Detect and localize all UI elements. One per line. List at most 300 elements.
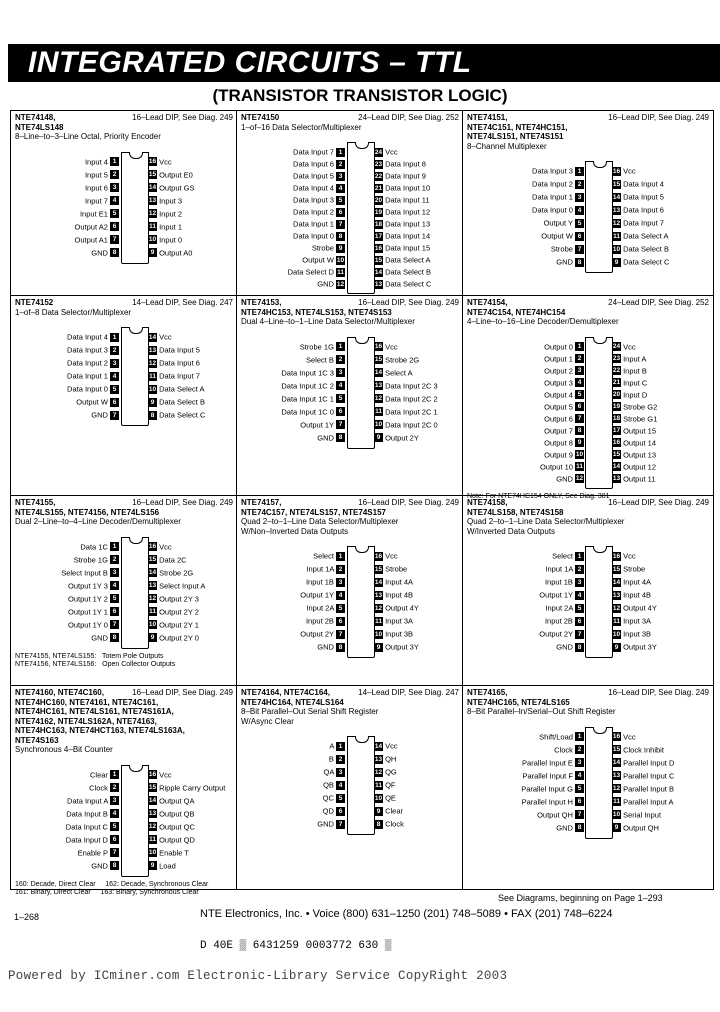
pin-number: 5 (110, 385, 119, 394)
pin-label: Output 3Y (383, 642, 419, 652)
package-info: 16–Lead DIP, See Diag. 249 (358, 498, 459, 507)
pin-right (374, 805, 403, 816)
pin-number: 10 (612, 811, 621, 819)
pin-right (612, 165, 636, 176)
pin-label: Input 4B (383, 590, 414, 600)
ic-cell (463, 496, 713, 686)
pin-number: 10 (612, 630, 621, 638)
dip-package (121, 152, 149, 264)
pin-right (374, 218, 430, 229)
pin-label: Serial Input (621, 810, 662, 820)
pin-left (532, 204, 584, 215)
pin-label: Output QH (537, 810, 575, 820)
pin-number: 15 (612, 180, 621, 188)
pin-label: GND (317, 433, 336, 443)
pin-label: Data Input 2C 2 (383, 394, 438, 404)
pin-number: 10 (374, 630, 383, 638)
pin-number: 5 (336, 196, 345, 205)
pin-label: Input 3B (621, 629, 652, 639)
dip-package (121, 765, 149, 877)
pin-number: 5 (110, 822, 119, 831)
ic-description: Quad 2–to–1–Line Data Selector/Multiplexer (467, 517, 625, 526)
pin-left (91, 247, 119, 258)
pin-number: 10 (374, 794, 383, 802)
pin-left (67, 795, 119, 806)
pin-label: Output 15 (621, 426, 657, 436)
pin-number: 21 (612, 379, 621, 387)
pin-right (374, 766, 397, 777)
pin-label: Input 3A (383, 616, 414, 626)
pin-number: 16 (148, 158, 157, 166)
pin-number: 10 (612, 245, 621, 253)
pin-left (317, 818, 345, 829)
pin-number: 7 (110, 235, 119, 244)
pin-number: 21 (374, 184, 383, 192)
pin-left (67, 331, 119, 342)
pin-label: Vcc (621, 166, 636, 176)
part-number: NTE74S163 (15, 735, 59, 745)
pin-label: QD (322, 806, 336, 816)
pin-left (539, 731, 584, 742)
pin-right (612, 602, 657, 613)
pin-label: Output 9 (544, 450, 575, 460)
pin-label: Data Input 2C 3 (383, 381, 438, 391)
pin-left (302, 254, 345, 265)
dip-package (347, 546, 375, 658)
pin-right (612, 425, 656, 436)
ic-cell (463, 111, 713, 296)
pin-right (148, 769, 172, 780)
pin-label: Clock (554, 745, 575, 755)
pin-number: 11 (576, 463, 583, 471)
pin-label: Data Input 7 (293, 147, 336, 157)
pin-label: GND (556, 474, 575, 484)
pin-label: Output W (76, 397, 110, 407)
pin-label: Output W (302, 255, 336, 265)
pin-number: 11 (613, 617, 620, 625)
pin-label: Select (552, 551, 575, 561)
pin-label: Output 3 (544, 378, 575, 388)
dip-package (347, 142, 375, 294)
company-contact: NTE Electronics, Inc. • Voice (800) 631–1250 (201) 748–5089 • FAX (201) 748–6224 (200, 908, 613, 920)
pin-number: 6 (336, 807, 345, 816)
pin-number: 1 (575, 167, 584, 176)
pin-right (612, 449, 656, 460)
pin-left (293, 218, 345, 229)
pin-right (612, 230, 669, 241)
pin-number: 14 (612, 759, 621, 767)
pin-left (293, 158, 345, 169)
pin-number: 10 (148, 849, 157, 857)
pin-left (544, 401, 584, 412)
pin-right (374, 628, 413, 639)
pin-number: 1 (336, 742, 345, 751)
ic-cell (11, 296, 237, 496)
pin-label: Data Select A (383, 255, 431, 265)
pin-number: 4 (336, 781, 345, 790)
pin-right (374, 550, 398, 561)
ic-header (467, 298, 709, 327)
pin-number: 16 (612, 439, 621, 447)
pin-right (148, 156, 172, 167)
pin-right (148, 396, 205, 407)
pin-left (317, 641, 345, 652)
pin-label: Data Input 6 (621, 205, 664, 215)
pin-number: 11 (375, 617, 382, 625)
pin-left (544, 425, 584, 436)
pin-number: 2 (110, 783, 119, 792)
pin-right (612, 341, 636, 352)
pin-label: Data Select B (621, 244, 669, 254)
pin-number: 6 (575, 232, 584, 241)
pin-right (374, 242, 430, 253)
pin-right (148, 847, 189, 858)
pin-label: Parallel Input E (522, 758, 575, 768)
pin-label: A (329, 741, 336, 751)
pin-right (148, 344, 200, 355)
pin-number: 15 (374, 565, 383, 573)
pin-right (148, 619, 199, 630)
pin-number: 14 (374, 369, 383, 377)
pin-left (556, 256, 584, 267)
pin-label: Output 4 (544, 390, 575, 400)
pin-left (545, 602, 584, 613)
pin-label: Input 3B (383, 629, 414, 639)
pin-number: 5 (336, 604, 345, 613)
pin-number: 19 (374, 208, 383, 216)
pin-left (293, 170, 345, 181)
pin-label: Output 5 (544, 402, 575, 412)
pin-number: 14 (148, 184, 157, 192)
pin-right (612, 550, 636, 561)
pin-number: 16 (374, 552, 383, 560)
part-number: NTE74157, (241, 498, 282, 507)
pin-number: 2 (336, 565, 345, 574)
pin-number: 19 (612, 403, 621, 411)
part-number: NTE74165, (467, 688, 508, 697)
pin-number: 2 (575, 745, 584, 754)
pin-number: 3 (336, 578, 345, 587)
pin-left (76, 396, 119, 407)
pin-right (612, 589, 651, 600)
part-number: NTE74LS148 (15, 122, 64, 132)
pin-left (532, 178, 584, 189)
pin-label: Output 1Y 2 (68, 594, 110, 604)
pin-label: Vcc (157, 542, 172, 552)
pin-left (521, 783, 584, 794)
pin-number: 13 (148, 582, 157, 590)
pin-number: 5 (336, 394, 345, 403)
pin-number: 8 (575, 643, 584, 652)
pin-label: Enable T (157, 848, 189, 858)
pin-right (374, 206, 430, 217)
pin-right (148, 221, 182, 232)
pin-label: Data Input 14 (383, 231, 431, 241)
pin-label: Strobe 2G (157, 568, 194, 578)
pin-number: 4 (336, 591, 345, 600)
ic-header (15, 498, 233, 527)
pin-left (281, 380, 345, 391)
pin-number: 12 (374, 604, 383, 612)
package-info: 16–Lead DIP, See Diag. 249 (608, 688, 709, 697)
pin-left (66, 834, 119, 845)
ic-header (467, 498, 709, 536)
pin-number: 14 (148, 797, 157, 805)
pin-label: QB (323, 780, 336, 790)
pin-label: Input 2A (306, 603, 336, 613)
pin-right (612, 437, 656, 448)
pin-right (612, 377, 647, 388)
pin-number: 13 (148, 346, 157, 354)
pin-number: 3 (575, 193, 584, 202)
pin-label: Data Select B (157, 397, 205, 407)
pin-number: 7 (110, 620, 119, 629)
pin1-notch (129, 327, 143, 334)
pin-label: Output 8 (544, 438, 575, 448)
pin-label: Output QD (157, 835, 195, 845)
pin-label: Input 2B (544, 616, 575, 626)
pin-label: Input E1 (79, 209, 110, 219)
part-number: NTE74HC161, NTE74LS161, NTE74S161A, (15, 707, 174, 716)
pin-number: 9 (374, 433, 383, 442)
pin-number: 12 (575, 475, 584, 483)
pin-label: Output 12 (621, 462, 657, 472)
dip-package (585, 161, 613, 273)
pin-label: Select B (305, 355, 336, 365)
pin-number: 3 (336, 768, 345, 777)
pin-label: Data Input 6 (157, 358, 200, 368)
pin-left (293, 182, 345, 193)
pin-left (67, 344, 119, 355)
pin-label: Strobe G2 (621, 402, 658, 412)
pin-label: Data Input 1C 1 (281, 394, 336, 404)
pin-left (544, 389, 584, 400)
pin-number: 1 (110, 542, 119, 551)
part-number: NTE74148, (15, 113, 56, 122)
ic-cell (11, 686, 237, 896)
pin-label: Input 1A (545, 564, 575, 574)
pin-number: 8 (374, 820, 383, 829)
pin-left (66, 808, 119, 819)
pin-label: Input 6 (84, 183, 110, 193)
pin-label: Input 2 (157, 209, 183, 219)
pin-number: 7 (575, 414, 584, 423)
pin-left (288, 266, 345, 277)
pin-number: 3 (336, 172, 345, 181)
pin-number: 4 (110, 581, 119, 590)
pin-label: Shift/Load (539, 732, 575, 742)
pin-label: Input 4A (383, 577, 414, 587)
pin-number: 9 (612, 823, 621, 832)
pin-right (612, 641, 657, 652)
pin-left (544, 437, 584, 448)
pin-right (612, 744, 664, 755)
pin-right (374, 380, 438, 391)
pin-left (300, 419, 345, 430)
pin-label: Data Input 2 (532, 179, 575, 189)
pin-label: Output W (541, 231, 575, 241)
ic-description: 4–Line–to–16–Line Decoder/Demultiplexer (467, 317, 619, 326)
pin-left (306, 602, 345, 613)
pin-number: 7 (336, 820, 345, 829)
pin-label: Output 2Y (539, 629, 575, 639)
package-info: 16–Lead DIP, See Diag. 249 (358, 298, 459, 307)
pin-label: Data Input 10 (383, 183, 431, 193)
pin-right (612, 473, 655, 484)
pin-right (374, 589, 413, 600)
pin-label: Output 13 (621, 450, 657, 460)
pin-right (148, 632, 199, 643)
pin-label: Input 4 (84, 157, 110, 167)
pin-number: 18 (612, 415, 621, 423)
pin-right (148, 821, 195, 832)
pin-right (374, 432, 419, 443)
part-number: NTE74LS158, NTE74S158 (467, 507, 564, 517)
pin-number: 11 (375, 408, 382, 416)
pin-left (67, 370, 119, 381)
pin-number: 14 (612, 193, 621, 201)
pin-right (612, 365, 647, 376)
pin-label: Data Input 1 (293, 219, 336, 229)
pin-label: Data Select A (621, 231, 669, 241)
pin-number: 8 (110, 248, 119, 257)
ic-description: Dual 2–Line–to–4–Line Decoder/Demultiplexer (15, 517, 181, 526)
pin-label: Output 2Y 2 (157, 607, 199, 617)
pin-label: Data Input D (65, 835, 110, 845)
pin-left (80, 208, 119, 219)
pin-label: Data Input 4 (67, 332, 110, 342)
pin-number: 13 (374, 591, 383, 599)
pin-left (91, 632, 119, 643)
pin-left (75, 221, 119, 232)
ic-header (15, 113, 233, 142)
pin-label: Output 2Y (300, 629, 336, 639)
pin-number: 13 (148, 197, 157, 205)
pin-right (148, 247, 192, 258)
pin-number: 1 (110, 333, 119, 342)
pin-left (293, 146, 345, 157)
pin-number: 11 (375, 781, 382, 789)
pin-right (374, 278, 431, 289)
pin-number: 14 (148, 569, 157, 577)
pin-label: Data Select B (383, 267, 431, 277)
pin-right (374, 576, 413, 587)
pin-label: GND (556, 642, 575, 652)
pin-label: Parallel Input G (521, 784, 575, 794)
pin-label: Input 4B (621, 590, 652, 600)
pin-label: Output 14 (621, 438, 657, 448)
pin-label: Data Select D (287, 267, 336, 277)
pin-number: 6 (575, 797, 584, 806)
pin-number: 16 (612, 733, 621, 741)
pin-left (306, 354, 345, 365)
pin-number: 13 (612, 206, 621, 214)
ic-header (467, 113, 709, 151)
pin-right (148, 370, 200, 381)
part-number: NTE74151, (467, 113, 508, 122)
pin-number: 7 (110, 848, 119, 857)
part-number: NTE74164, NTE74C164, (241, 688, 330, 697)
pin-number: 12 (148, 595, 157, 603)
pin-right (374, 753, 396, 764)
pin-label: Input C (621, 378, 648, 388)
pin-right (148, 383, 205, 394)
pin-left (306, 576, 345, 587)
pin-number: 11 (337, 268, 344, 276)
pin-label: Clear (383, 806, 404, 816)
pin-number: 7 (575, 810, 584, 819)
pin-right (374, 254, 431, 265)
pin-label: Strobe (550, 244, 575, 254)
pin-label: Output A0 (157, 248, 193, 258)
pin-left (91, 409, 119, 420)
pin-left (545, 615, 584, 626)
pin-number: 13 (374, 755, 383, 763)
pin-left (545, 563, 584, 574)
dip-package (121, 327, 149, 426)
part-number: NTE74154, (467, 298, 508, 307)
pin-label: Data Input 15 (383, 243, 431, 253)
package-info: 14–Lead DIP, See Diag. 247 (358, 688, 459, 697)
pin-left (323, 766, 345, 777)
pin-label: QA (323, 767, 336, 777)
dip-package (347, 736, 375, 835)
pin-label: GND (91, 861, 110, 871)
pin-label: Output 10 (539, 462, 575, 472)
pin-label: Output QA (157, 796, 195, 806)
pin-label: Data Input 5 (293, 171, 336, 181)
ic-cell (11, 111, 237, 296)
pin-right (612, 389, 647, 400)
pin-label: Vcc (383, 741, 398, 751)
pin-right (148, 357, 200, 368)
pin-label: QC (322, 793, 336, 803)
pin-number: 11 (149, 836, 156, 844)
pin-right (374, 158, 426, 169)
pin-number: 5 (110, 209, 119, 218)
pin-left (541, 230, 584, 241)
pin-label: Output E0 (157, 170, 193, 180)
pin-label: Clock Inhibit (621, 745, 664, 755)
pin-label: Output A1 (74, 235, 110, 245)
pin-label: GND (91, 248, 110, 258)
pin-right (148, 606, 199, 617)
pin-label: QF (383, 780, 396, 790)
pin-number: 15 (148, 556, 157, 564)
pin-right (612, 809, 661, 820)
pin-right (612, 353, 646, 364)
pin-left (544, 377, 584, 388)
pin-number: 11 (613, 798, 620, 806)
pin-label: Output 1 (544, 354, 575, 364)
ic-description: Dual 4–Line–to–1–Line Data Selector/Multiplexer (241, 317, 415, 326)
pin1-notch (593, 161, 607, 168)
pin-label: GND (91, 633, 110, 643)
pin-number: 4 (336, 184, 345, 193)
pin-number: 9 (148, 398, 157, 407)
pin-label: Output 4Y (383, 603, 419, 613)
pin-label: Strobe 2G (383, 355, 420, 365)
pin-number: 10 (336, 256, 345, 264)
pin-number: 8 (148, 411, 157, 420)
pin-label: Output 1Y (300, 420, 336, 430)
pin-left (90, 769, 119, 780)
pin1-notch (593, 727, 607, 734)
ic-cell (237, 496, 463, 686)
pin-right (374, 602, 419, 613)
pin-left (300, 589, 345, 600)
pin-number: 12 (148, 823, 157, 831)
